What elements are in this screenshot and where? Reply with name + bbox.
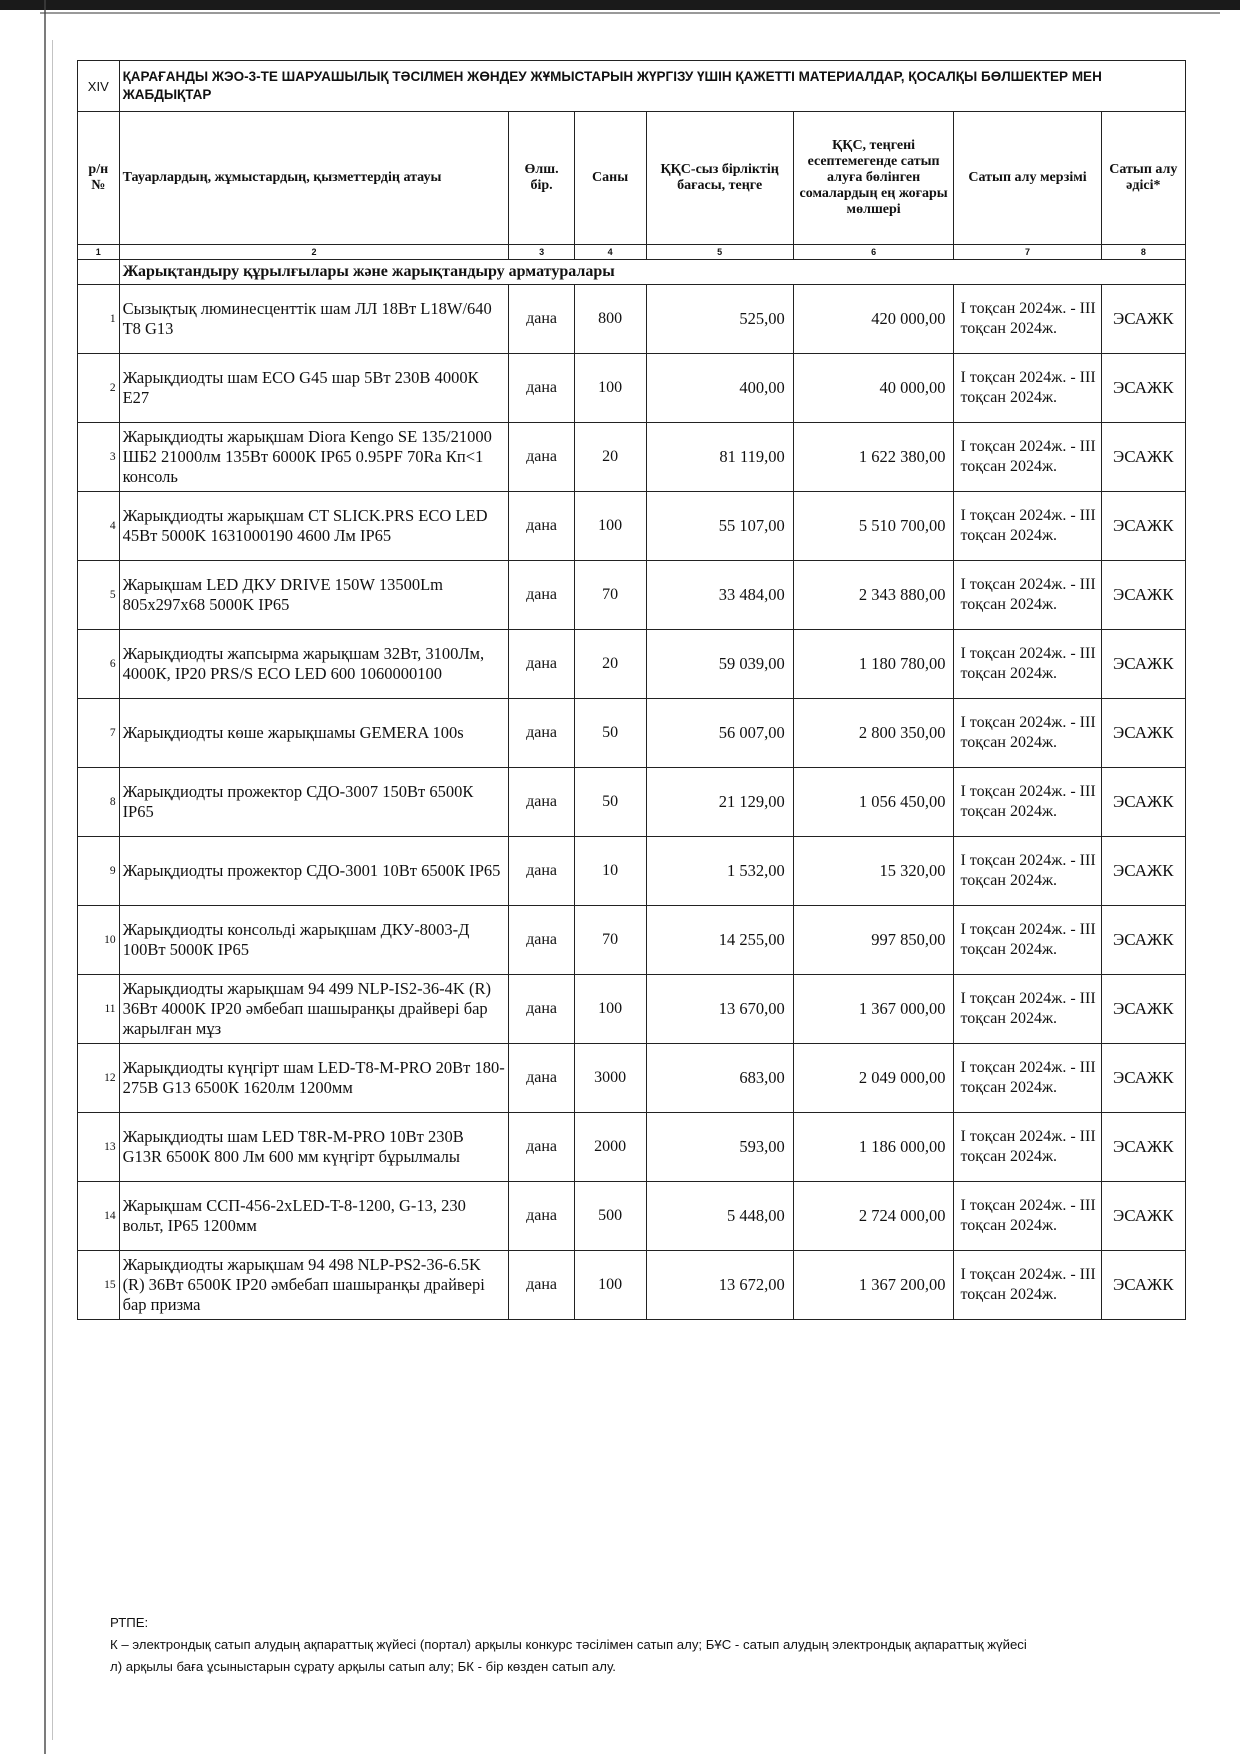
row-number: 4 [78,492,120,561]
scan-top-border [0,0,1240,10]
item-procurement-period: I тоқсан 2024ж. - III тоқсан 2024ж. [954,975,1101,1044]
item-unit-price: 33 484,00 [646,561,793,630]
row-number: 2 [78,354,120,423]
table-row [78,630,1186,699]
item-quantity: 70 [574,906,646,975]
item-procurement-method: ЭСАЖК [1101,354,1185,423]
item-unit-price: 13 672,00 [646,1251,793,1320]
item-total-amount: 2 343 880,00 [793,561,954,630]
item-name: Жарықдиодты көше жарықшамы GEMERA 100s [119,699,509,768]
table-row [78,285,1186,354]
section-title: ҚАРАҒАНДЫ ЖЭО-3-ТЕ ШАРУАШЫЛЫҚ ТӘСІЛМЕН ЖӨНДЕУ ЖҰМЫСТАРЫН ЖҮРГІЗУ ҮШІН ҚАЖЕТТІ МАТЕРИАЛДАР, ҚОСАЛҚЫ БӨЛШЕКТЕР МЕН ЖАБДЫҚТАР [119,61,1185,112]
row-number: 9 [78,837,120,906]
item-name: Жарықдиодты прожектор СДО-3007 150Вт 6500К IP65 [119,768,509,837]
item-quantity: 2000 [574,1113,646,1182]
item-unit: дана [509,285,574,354]
section-row [78,61,1186,112]
footnote-line-1: К – электрондық сатып алудың ақпараттық жүйесі (портал) арқылы конкурс тәсілімен сатып алу; БҰС - сатып алудың электрондық ақпараттық жүйесі [110,1637,1027,1652]
item-procurement-method: ЭСАЖК [1101,837,1185,906]
item-unit-price: 81 119,00 [646,423,793,492]
item-procurement-period: I тоқсан 2024ж. - III тоқсан 2024ж. [954,354,1101,423]
item-name: Жарықдиодты күңгірт шам LED-T8-M-PRO 20Вт 180-275В G13 6500К 1620лм 1200мм [119,1044,509,1113]
column-number: 4 [574,245,646,260]
item-procurement-period: I тоқсан 2024ж. - III тоқсан 2024ж. [954,285,1101,354]
item-name: Жарықдиодты консольді жарықшам ДКУ-8003-Д 100Вт 5000К IP65 [119,906,509,975]
column-number: 7 [954,245,1101,260]
item-total-amount: 15 320,00 [793,837,954,906]
item-name: Жарықшам ССП-456-2xLED-T-8-1200, G-13, 230 вольт, IP65 1200мм [119,1182,509,1251]
scan-left-edge-inner [52,40,53,1740]
item-unit-price: 400,00 [646,354,793,423]
table-row [78,1044,1186,1113]
footnote-line-2: л) арқылы баға ұсыныстарын сұрату арқылы сатып алу; БК - бір көзден сатып алу. [110,1659,616,1674]
item-procurement-method: ЭСАЖК [1101,975,1185,1044]
item-total-amount: 2 800 350,00 [793,699,954,768]
table-row [78,837,1186,906]
column-number: 5 [646,245,793,260]
item-procurement-period: I тоқсан 2024ж. - III тоқсан 2024ж. [954,768,1101,837]
header-price: ҚҚС-сыз бірліктің бағасы, теңге [646,112,793,245]
item-procurement-period: I тоқсан 2024ж. - III тоқсан 2024ж. [954,699,1101,768]
item-name: Жарықдиодты жапсырма жарықшам 32Вт, 3100Лм, 4000К, IP20 PRS/S ECO LED 600 1060000100 [119,630,509,699]
column-number: 3 [509,245,574,260]
item-name: Жарықшам LED ДКУ DRIVE 150W 13500Lm 805x297x68 5000K IP65 [119,561,509,630]
item-procurement-method: ЭСАЖК [1101,561,1185,630]
row-number: 12 [78,1044,120,1113]
category-row [78,260,1186,285]
column-number: 1 [78,245,120,260]
item-procurement-period: I тоқсан 2024ж. - III тоқсан 2024ж. [954,1113,1101,1182]
item-unit-price: 525,00 [646,285,793,354]
item-procurement-period: I тоқсан 2024ж. - III тоқсан 2024ж. [954,561,1101,630]
item-quantity: 3000 [574,1044,646,1113]
item-total-amount: 2 724 000,00 [793,1182,954,1251]
item-unit-price: 683,00 [646,1044,793,1113]
footnote-heading: РТПЕ: [110,1615,149,1630]
item-unit-price: 14 255,00 [646,906,793,975]
item-total-amount: 1 367 000,00 [793,975,954,1044]
item-unit: дана [509,630,574,699]
item-procurement-method: ЭСАЖК [1101,423,1185,492]
item-unit: дана [509,906,574,975]
section-number: XIV [78,61,120,112]
item-procurement-method: ЭСАЖК [1101,492,1185,561]
item-unit: дана [509,492,574,561]
procurement-table [77,60,1186,1320]
item-total-amount: 1 186 000,00 [793,1113,954,1182]
item-quantity: 100 [574,492,646,561]
item-unit-price: 13 670,00 [646,975,793,1044]
row-number: 14 [78,1182,120,1251]
item-unit: дана [509,768,574,837]
item-procurement-method: ЭСАЖК [1101,1251,1185,1320]
item-procurement-period: I тоқсан 2024ж. - III тоқсан 2024ж. [954,492,1101,561]
row-number: 7 [78,699,120,768]
item-total-amount: 5 510 700,00 [793,492,954,561]
table-row [78,699,1186,768]
scan-left-edge [44,0,46,1754]
item-total-amount: 997 850,00 [793,906,954,975]
item-unit: дана [509,1182,574,1251]
header-method: Сатып алу әдісі* [1101,112,1185,245]
header-no: р/н № [78,112,120,245]
table-row [78,354,1186,423]
item-unit-price: 59 039,00 [646,630,793,699]
item-quantity: 70 [574,561,646,630]
item-name: Жарықдиодты прожектор СДО-3001 10Вт 6500К IP65 [119,837,509,906]
item-procurement-period: I тоқсан 2024ж. - III тоқсан 2024ж. [954,906,1101,975]
item-quantity: 100 [574,1251,646,1320]
item-quantity: 50 [574,699,646,768]
item-unit: дана [509,699,574,768]
item-quantity: 100 [574,354,646,423]
item-procurement-method: ЭСАЖК [1101,768,1185,837]
row-number: 6 [78,630,120,699]
column-number: 6 [793,245,954,260]
item-procurement-method: ЭСАЖК [1101,1182,1185,1251]
item-unit: дана [509,561,574,630]
row-number: 15 [78,1251,120,1320]
item-procurement-period: I тоқсан 2024ж. - III тоқсан 2024ж. [954,423,1101,492]
item-procurement-period: I тоқсан 2024ж. - III тоқсан 2024ж. [954,1182,1101,1251]
item-procurement-method: ЭСАЖК [1101,285,1185,354]
item-unit-price: 593,00 [646,1113,793,1182]
item-unit-price: 1 532,00 [646,837,793,906]
item-name: Жарықдиодты жарықшам Diora Kengo SE 135/21000 ШБ2 21000лм 135Вт 6000К IP65 0.95PF 70Ra Кп<1 консоль [119,423,509,492]
item-quantity: 20 [574,630,646,699]
item-procurement-period: I тоқсан 2024ж. - III тоқсан 2024ж. [954,1251,1101,1320]
item-name: Жарықдиодты шам ECO G45 шар 5Вт 230В 4000К Е27 [119,354,509,423]
header-row [78,112,1186,245]
table-row [78,906,1186,975]
item-name: Жарықдиодты жарықшам CT SLICK.PRS ECO LED 45Вт 5000K 1631000190 4600 Лм IP65 [119,492,509,561]
item-unit: дана [509,1251,574,1320]
table-row [78,561,1186,630]
item-procurement-period: I тоқсан 2024ж. - III тоқсан 2024ж. [954,1044,1101,1113]
item-procurement-period: I тоқсан 2024ж. - III тоқсан 2024ж. [954,630,1101,699]
item-unit-price: 56 007,00 [646,699,793,768]
item-name: Жарықдиодты жарықшам 94 498 NLP-PS2-36-6.5K (R) 36Вт 6500К IP20 әмбебап шашыранқы драйвері бар призма [119,1251,509,1320]
row-number: 1 [78,285,120,354]
item-procurement-method: ЭСАЖК [1101,1044,1185,1113]
header-total: ҚҚС, теңгені есептемегенде сатып алуға бөлінген сомалардың ең жоғары мөлшері [793,112,954,245]
row-number: 10 [78,906,120,975]
item-unit: дана [509,1044,574,1113]
row-number: 5 [78,561,120,630]
column-number: 8 [1101,245,1185,260]
item-procurement-method: ЭСАЖК [1101,699,1185,768]
item-total-amount: 40 000,00 [793,354,954,423]
table-row [78,768,1186,837]
footnotes [110,1612,1220,1678]
column-number-row [78,245,1186,260]
header-unit: Өлш. бір. [509,112,574,245]
header-name: Тауарлардың, жұмыстардың, қызметтердің атауы [119,112,509,245]
item-unit: дана [509,837,574,906]
item-procurement-method: ЭСАЖК [1101,630,1185,699]
item-procurement-period: I тоқсан 2024ж. - III тоқсан 2024ж. [954,837,1101,906]
item-total-amount: 2 049 000,00 [793,1044,954,1113]
category-title: Жарықтандыру құрылғылары және жарықтандыру арматуралары [119,260,1185,285]
item-total-amount: 1 180 780,00 [793,630,954,699]
scan-top-line [40,12,1220,14]
row-number: 11 [78,975,120,1044]
column-number: 2 [119,245,509,260]
item-quantity: 100 [574,975,646,1044]
item-quantity: 500 [574,1182,646,1251]
item-unit-price: 21 129,00 [646,768,793,837]
table-row [78,1113,1186,1182]
item-unit-price: 55 107,00 [646,492,793,561]
row-number: 13 [78,1113,120,1182]
category-spacer [78,260,120,285]
item-total-amount: 1 622 380,00 [793,423,954,492]
item-name: Жарықдиодты шам LED T8R-M-PRO 10Вт 230В G13R 6500К 800 Лм 600 мм күңгірт бұрылмалы [119,1113,509,1182]
item-quantity: 10 [574,837,646,906]
item-unit: дана [509,1113,574,1182]
item-name: Сызықтық люминесценттік шам ЛЛ 18Вт L18W/640 T8 G13 [119,285,509,354]
item-procurement-method: ЭСАЖК [1101,1113,1185,1182]
row-number: 3 [78,423,120,492]
table-row [78,423,1186,492]
table-row [78,492,1186,561]
item-quantity: 800 [574,285,646,354]
item-total-amount: 1 056 450,00 [793,768,954,837]
item-quantity: 50 [574,768,646,837]
item-unit: дана [509,354,574,423]
table-row [78,1182,1186,1251]
header-period: Сатып алу мерзімі [954,112,1101,245]
item-total-amount: 420 000,00 [793,285,954,354]
item-total-amount: 1 367 200,00 [793,1251,954,1320]
item-name: Жарықдиодты жарықшам 94 499 NLP-IS2-36-4K (R) 36Вт 4000K IP20 әмбебап шашыранқы драйвері бар жарылған мұз [119,975,509,1044]
item-unit: дана [509,423,574,492]
item-unit: дана [509,975,574,1044]
row-number: 8 [78,768,120,837]
item-quantity: 20 [574,423,646,492]
item-unit-price: 5 448,00 [646,1182,793,1251]
table-row [78,975,1186,1044]
header-qty: Саны [574,112,646,245]
item-procurement-method: ЭСАЖК [1101,906,1185,975]
table-row [78,1251,1186,1320]
